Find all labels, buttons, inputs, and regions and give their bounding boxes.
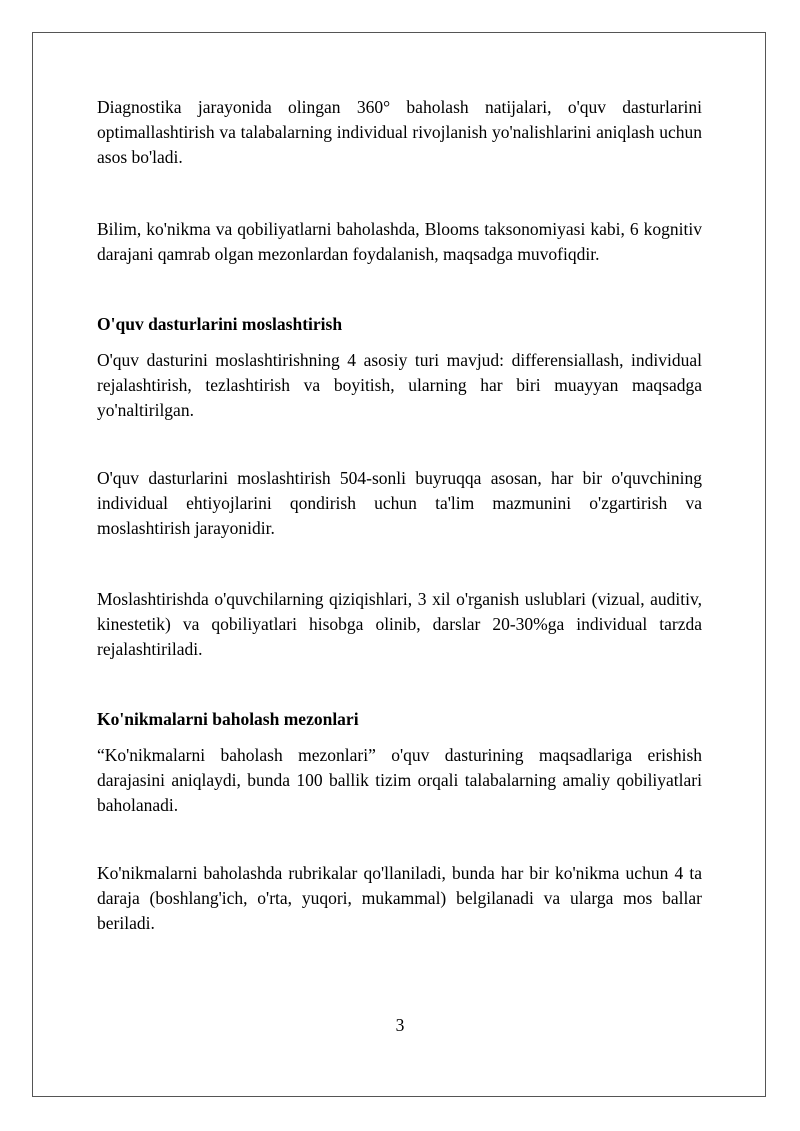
paragraph: “Ko'nikmalarni baholash mezonlari” o'quv dasturining maqsadlariga erishish darajasini aniqlaydi, bunda 100 ballik tizim orqali talabalarning amaliy qobiliyatlari baholanadi. (97, 745, 702, 815)
paragraph: O'quv dasturini moslashtirishning 4 asosiy turi mavjud: differensiallash, individual rejalashtirish, tezlashtirish va boyitish, ularning har biri muayyan maqsadga yo'naltirilgan. (97, 350, 702, 420)
section-heading: O'quv dasturlarini moslashtirish (97, 314, 343, 334)
paragraph: Diagnostika jarayonida olingan 360° baholash natijalari, o'quv dasturlarini optimallashtirish va talabalarning individual rivojlanish yo'nalishlarini aniqlash uchun asos bo'ladi. (97, 97, 702, 167)
paragraph: Ko'nikmalarni baholashda rubrikalar qo'llaniladi, bunda har bir ko'nikma uchun 4 ta daraja (boshlang'ich, o'rta, yuqori, mukammal) belgilanadi va ularga mos ballar beriladi. (97, 863, 702, 933)
page-number: 3 (395, 1015, 405, 1035)
section-heading: Ko'nikmalarni baholash mezonlari (97, 709, 359, 729)
page-content (97, 95, 702, 936)
paragraph: Bilim, ko'nikma va qobiliyatlarni baholashda, Blooms taksonomiyasi kabi, 6 kognitiv darajani qamrab olgan mezonlardan foydalanish, maqsadga muvofiqdir. (97, 219, 702, 264)
paragraph: O'quv dasturlarini moslashtirish 504-sonli buyruqqa asosan, har bir o'quvchining individual ehtiyojlarini qondirish uchun ta'lim mazmunini o'zgartirish va moslashtirish jarayonidir. (97, 468, 702, 538)
paragraph: Moslashtirishda o'quvchilarning qiziqishlari, 3 xil o'rganish uslublari (vizual, auditiv, kinestetik) va qobiliyatlari hisobga olinib, darslar 20-30%ga individual tarzda rejalashtiriladi. (97, 589, 702, 659)
